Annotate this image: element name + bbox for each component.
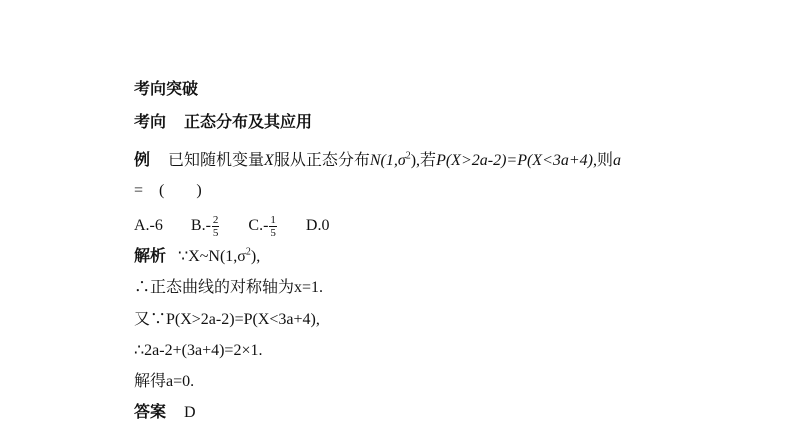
example-statement (134, 149, 621, 172)
example-condition: P(X>2a-2)=P(X<3a+4) (436, 152, 593, 169)
example-var-x: X (264, 152, 274, 169)
solution-line-3: 又∵P(X>2a-2)=P(X<3a+4), (134, 311, 320, 328)
section-topic: 正态分布及其应用 (184, 112, 313, 131)
solution-line-5: 解得a=0. (134, 373, 195, 390)
example-dist: N(1,σ (369, 152, 406, 169)
option-a: A.-6 (134, 217, 163, 235)
solution-line-1: 解析 $\because X\sim N(1,\sigma^2)$, (134, 246, 261, 265)
solution-line-4: ∴2a-2+(3a+4)=2×1. (134, 342, 263, 359)
example-dist-close: ),若 (410, 152, 437, 169)
example-text-end: ,则 (592, 152, 613, 169)
example-label: 例 (134, 150, 151, 169)
answer-label: 答案 (134, 402, 167, 421)
section-label: 考向 (134, 112, 167, 131)
example-var-a: a (613, 152, 621, 169)
section-title (134, 111, 312, 134)
example-text-prefix: 已知随机变量 (168, 152, 265, 169)
option-b: B.- $\frac{2}{5}$ (190, 214, 219, 239)
options-row (134, 214, 353, 239)
example-dist-sup: 2 (405, 150, 411, 162)
example-blank: = ( ) (134, 182, 202, 199)
option-d: D.0 (305, 217, 330, 235)
answer-line (134, 401, 196, 424)
example-text-mid: 服从正态分布 (273, 152, 370, 169)
answer-value: D (184, 404, 196, 421)
option-c: C.- $\frac{1}{5}$ (248, 214, 276, 239)
heading: 考向突破 (134, 79, 199, 98)
solution-line-2: ∴正态曲线的对称轴为x=1. (134, 279, 324, 296)
solution-label: 解析 (134, 246, 167, 265)
